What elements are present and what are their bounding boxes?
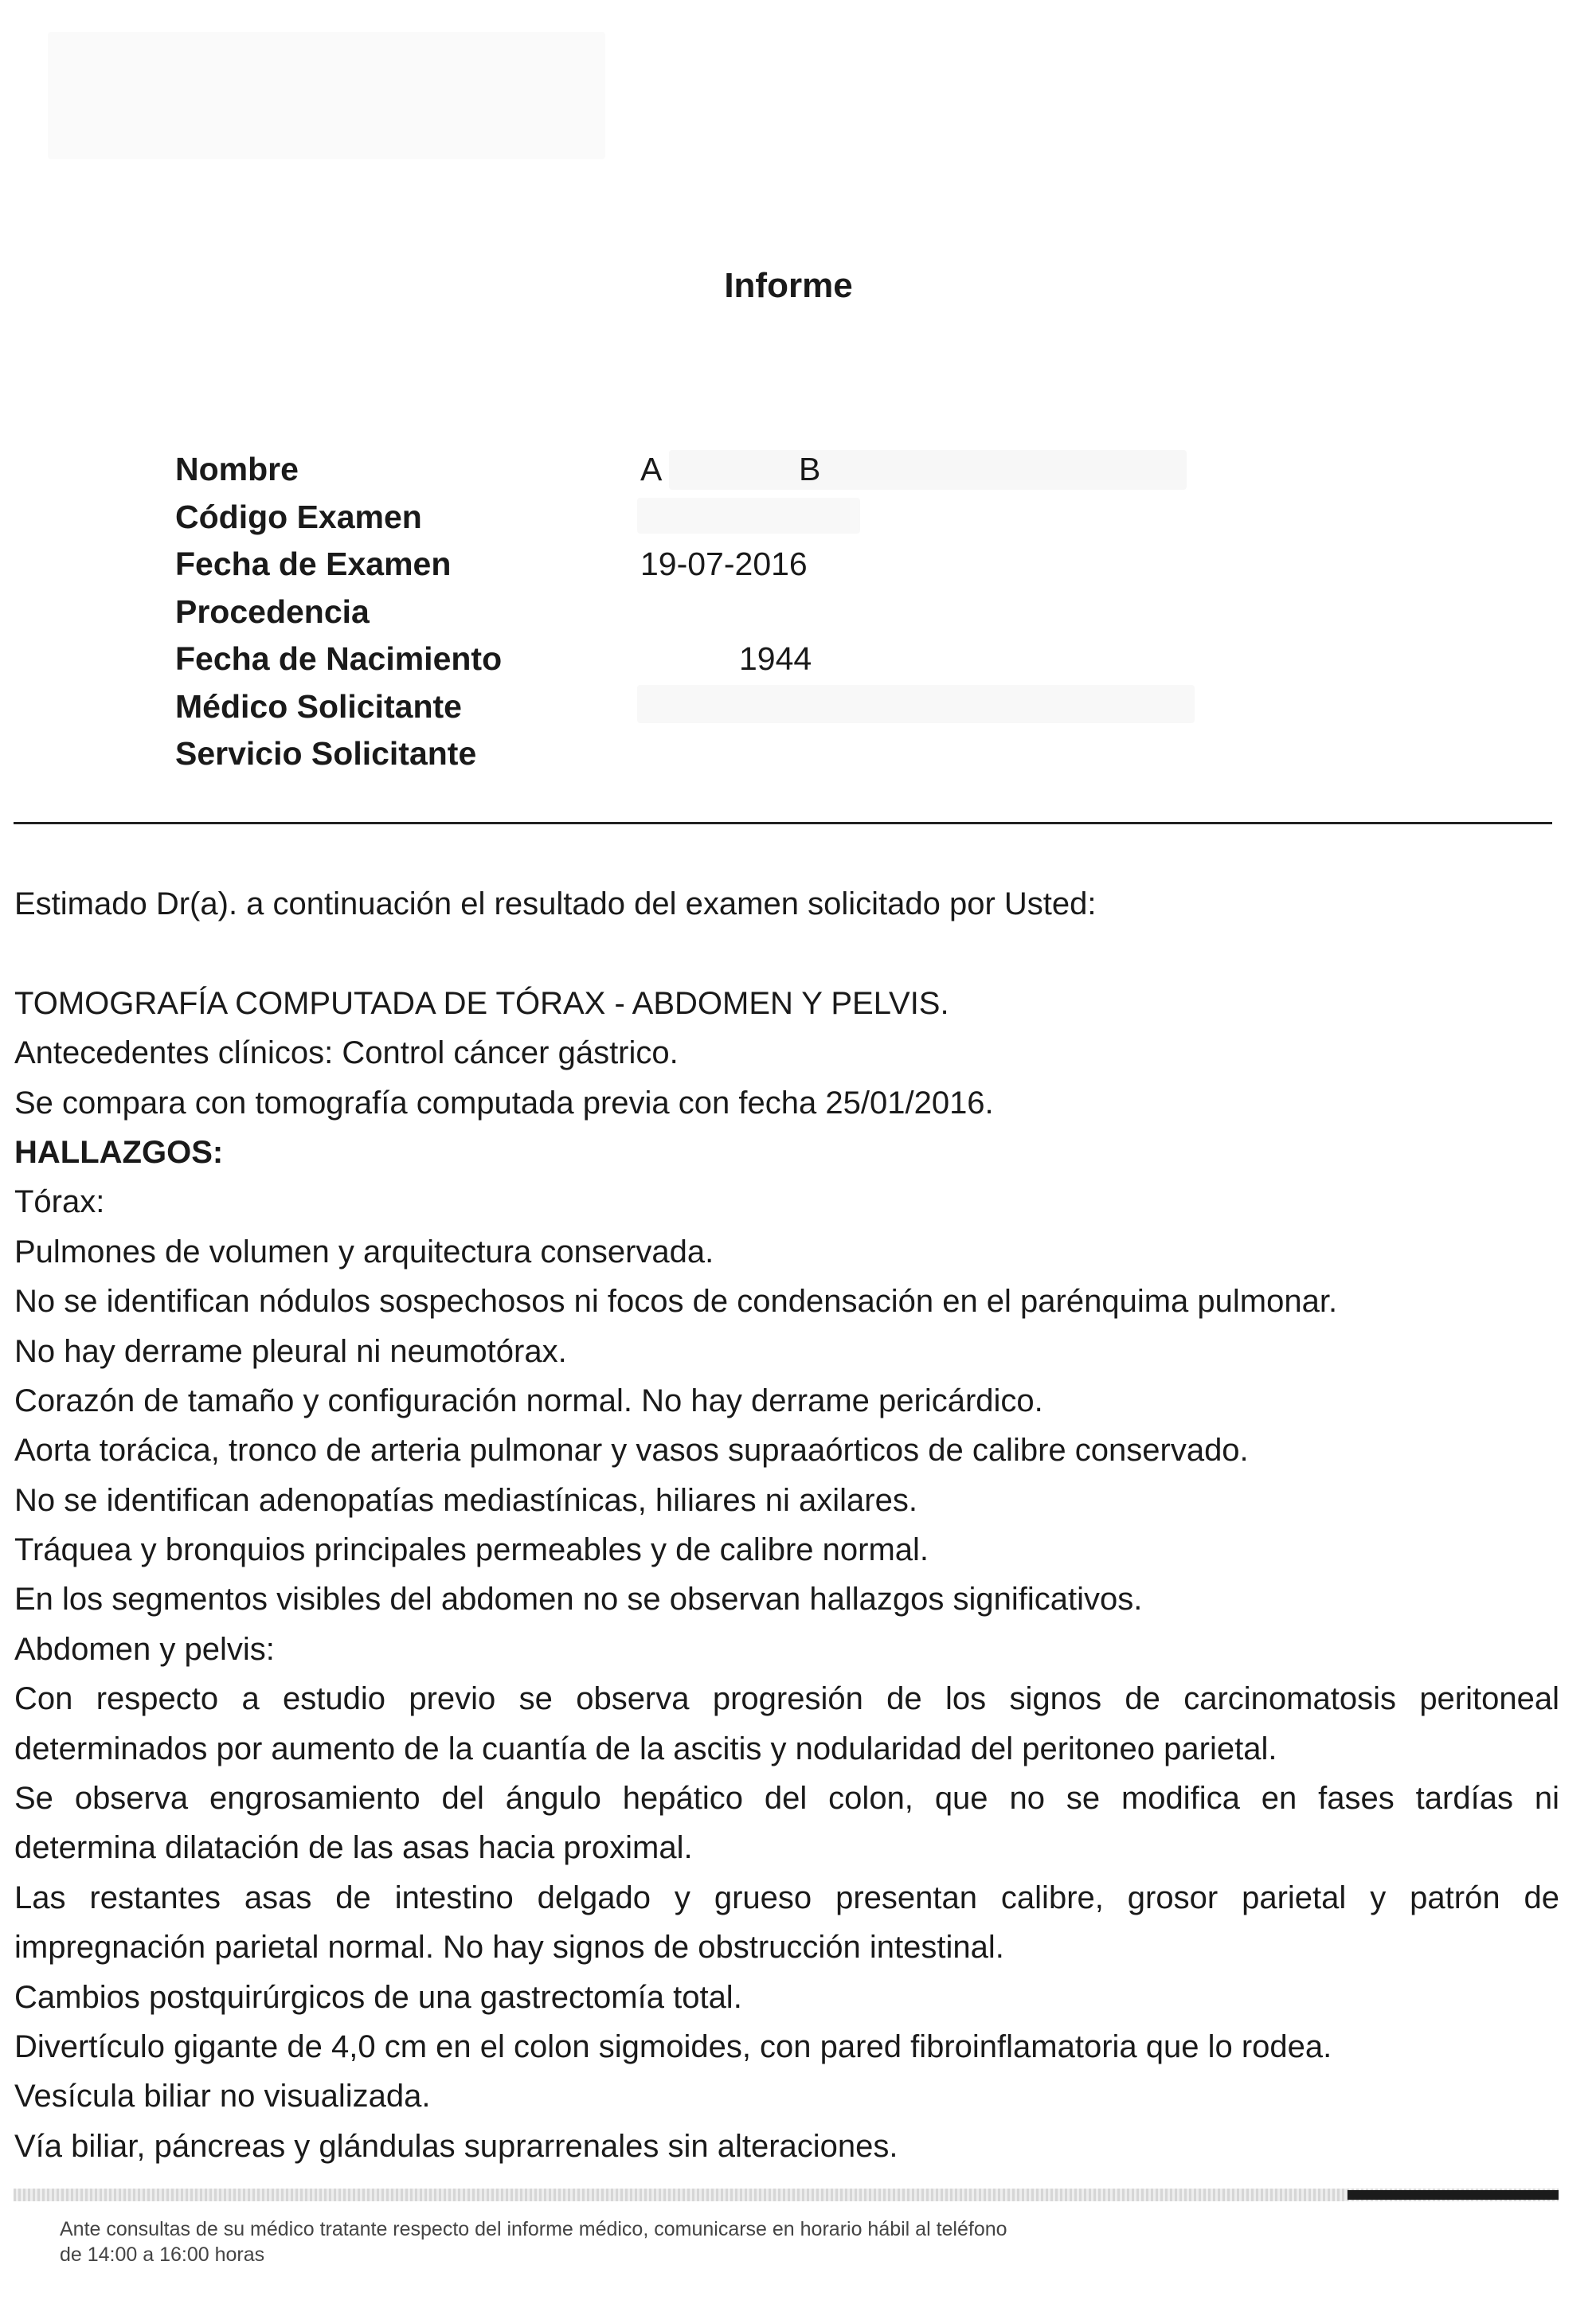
report-line: Pulmones de volumen y arquitectura conservada. bbox=[14, 1234, 714, 1269]
greeting: Estimado Dr(a). a continuación el resultado del examen solicitado por Usted: bbox=[14, 886, 1097, 921]
report-line: Se observa engrosamiento del ángulo hepático del colon, que no se modifica en fases tardías ni bbox=[14, 1781, 1559, 1817]
report-line: Abdomen y pelvis: bbox=[14, 1631, 275, 1667]
redacted-doctor bbox=[637, 685, 1195, 723]
report-line: Divertículo gigante de 4,0 cm en el colon sigmoides, con pared fibroinflamatoria que lo rodea. bbox=[14, 2028, 1332, 2064]
footer-bar-dark bbox=[1348, 2190, 1559, 2200]
report-line: Antecedentes clínicos: Control cáncer gástrico. bbox=[14, 1035, 679, 1071]
label-fecha-examen: Fecha de Examen bbox=[175, 546, 452, 582]
footer-note bbox=[60, 2216, 1007, 2267]
value-exam-date: 19-07-2016 bbox=[640, 546, 808, 582]
redacted-name bbox=[669, 450, 1187, 490]
report-line: Con respecto a estudio previo se observa progresión de los signos de carcinomatosis peritoneal bbox=[14, 1681, 1559, 1717]
label-nombre: Nombre bbox=[175, 451, 299, 487]
report-line: impregnación parietal normal. No hay signos de obstrucción intestinal. bbox=[14, 1930, 1004, 1966]
label-procedencia: Procedencia bbox=[175, 593, 370, 630]
report-line: En los segmentos visibles del abdomen no se observan hallazgos significativos. bbox=[14, 1582, 1143, 1618]
redacted-header bbox=[48, 32, 605, 159]
report-line: Cambios postquirúrgicos de una gastrectomía total. bbox=[14, 1979, 742, 2015]
report-line: No se identifican nódulos sospechosos ni focos de condensación en el parénquima pulmonar. bbox=[14, 1284, 1338, 1320]
footer-line-2: de 14:00 a 16:00 horas bbox=[60, 2244, 265, 2266]
report-line: Vesícula biliar no visualizada. bbox=[14, 2079, 431, 2114]
report-body bbox=[14, 879, 1559, 2171]
report-line: Las restantes asas de intestino delgado y grueso presentan calibre, grosor parietal y patrón de bbox=[14, 1880, 1559, 1915]
label-codigo-examen: Código Examen bbox=[175, 498, 422, 535]
report-line: Tórax: bbox=[14, 1184, 105, 1220]
report-line: No se identifican adenopatías mediastínicas, hiliares ni axilares. bbox=[14, 1482, 917, 1518]
report-line: TOMOGRAFÍA COMPUTADA DE TÓRAX - ABDOMEN Y PELVIS. bbox=[14, 985, 949, 1021]
report-line: Tráquea y bronquios principales permeables y de calibre normal. bbox=[14, 1532, 929, 1568]
report-line: Se compara con tomografía computada previa con fecha 25/01/2016. bbox=[14, 1085, 994, 1121]
value-name-last: B bbox=[799, 451, 821, 487]
value-name-first: A bbox=[640, 451, 663, 487]
spacer bbox=[14, 929, 1559, 978]
footer-bar bbox=[14, 2189, 1559, 2201]
label-medico-solicitante: Médico Solicitante bbox=[175, 687, 462, 725]
value-birth-year: 1944 bbox=[739, 640, 812, 677]
label-fecha-nacimiento: Fecha de Nacimiento bbox=[175, 640, 503, 677]
redacted-code bbox=[637, 498, 860, 534]
report-line: No hay derrame pleural ni neumotórax. bbox=[14, 1333, 567, 1369]
label-servicio-solicitante: Servicio Solicitante bbox=[175, 735, 477, 772]
page-title: Informe bbox=[724, 266, 853, 306]
report-line: Aorta torácica, tronco de arteria pulmonar y vasos supraaórticos de calibre conservado. bbox=[14, 1433, 1249, 1469]
report-line: Vía biliar, páncreas y glándulas suprarrenales sin alteraciones. bbox=[14, 2128, 898, 2164]
report-line: determinados por aumento de la cuantía de la ascitis y nodularidad del peritoneo parietal. bbox=[14, 1731, 1277, 1766]
footer-line-1: Ante consultas de su médico tratante respecto del informe médico, comunicarse en horario hábil al teléfono bbox=[60, 2218, 1007, 2240]
report-line: determina dilatación de las asas hacia proximal. bbox=[14, 1830, 693, 1866]
section-heading: HALLAZGOS: bbox=[14, 1134, 224, 1170]
divider bbox=[14, 822, 1552, 824]
report-line: Corazón de tamaño y configuración normal. No hay derrame pericárdico. bbox=[14, 1383, 1043, 1418]
